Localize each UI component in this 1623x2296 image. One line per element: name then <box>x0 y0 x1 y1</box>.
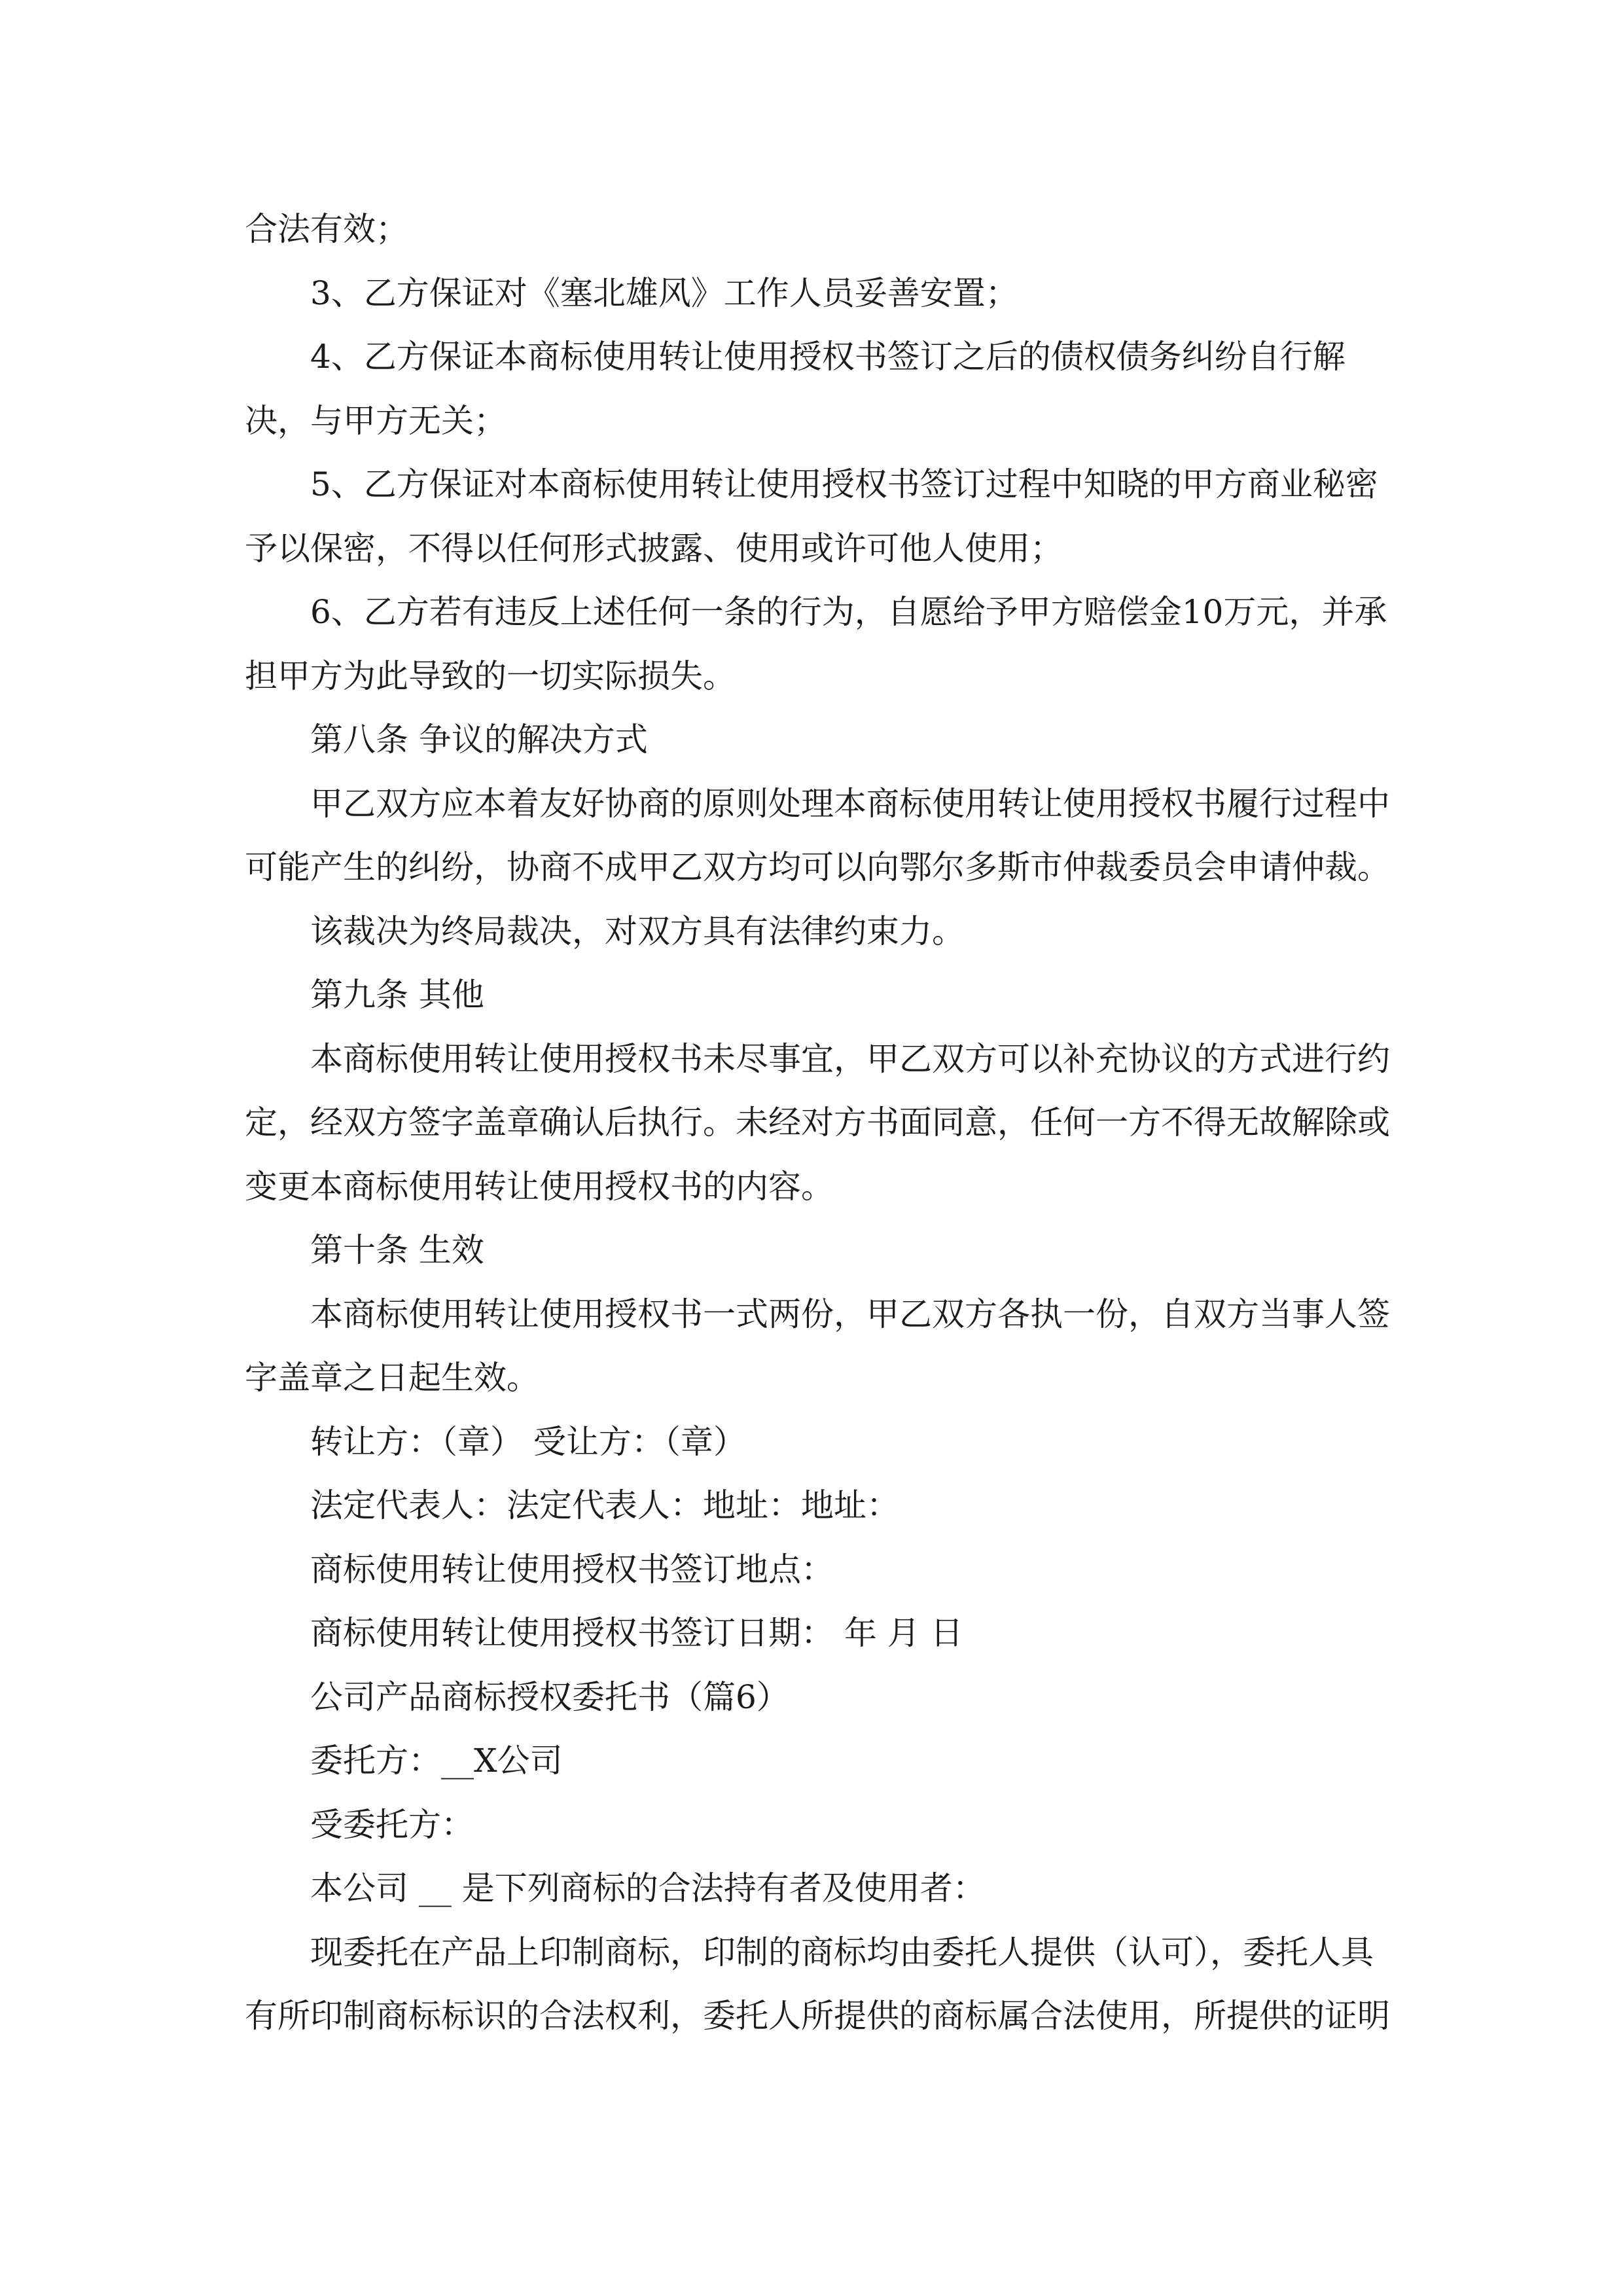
signature-line: 转让方：（章） 受让方：（章） <box>310 1422 746 1461</box>
paragraph: 现委托在产品上印制商标，印制的商标均由委托人提供（认可），委托人具有所印制商标标识的合法权利，委托人所提供的商标属合法使用，所提供的证明 <box>245 1933 1390 2035</box>
paragraph: 受委托方： <box>310 1805 474 1844</box>
paragraph: 合法有效； <box>245 210 408 248</box>
document-subtitle: 公司产品商标授权委托书（篇6） <box>310 1677 789 1716</box>
paragraph: 4、乙方保证本商标使用转让使用授权书签订之后的债权债务纠纷自行解决，与甲方无关； <box>245 338 1346 440</box>
signing-date: 商标使用转让使用授权书签订日期： 年 月 日 <box>310 1614 963 1652</box>
paragraph: 甲乙双方应本着友好协商的原则处理本商标使用转让使用授权书履行过程中可能产生的纠纷，协商不成甲乙双方均可以向鄂尔多斯市仲裁委员会申请仲裁。 <box>245 784 1390 886</box>
paragraph: 本商标使用转让使用授权书一式两份，甲乙双方各执一份，自双方当事人签字盖章之日起生效。 <box>245 1295 1390 1397</box>
paragraph: 5、乙方保证对本商标使用转让使用授权书签订过程中知晓的甲方商业秘密予以保密，不得以任何形式披露、使用或许可他人使用； <box>245 465 1378 567</box>
signature-line: 法定代表人：法定代表人：地址：地址： <box>310 1486 899 1524</box>
paragraph: 本商标使用转让使用授权书未尽事宜，甲乙双方可以补充协议的方式进行约定，经双方签字盖章确认后执行。未经对方书面同意，任何一方不得无故解除或变更本商标使用转让使用授权书的内容。 <box>245 1039 1390 1206</box>
section-heading: 第九条 其他 <box>310 976 484 1014</box>
paragraph: 该裁决为终局裁决，对双方具有法律约束力。 <box>310 912 965 950</box>
paragraph: 委托方：__X公司 <box>310 1742 563 1780</box>
document-body <box>245 198 1390 2049</box>
paragraph: 6、乙方若有违反上述任何一条的行为，自愿给予甲方赔偿金10万元，并承担甲方为此导致的一切实际损失。 <box>245 593 1387 695</box>
paragraph: 3、乙方保证对《塞北雄风》工作人员妥善安置； <box>310 274 1018 312</box>
section-heading: 第十条 生效 <box>310 1231 484 1269</box>
signing-place: 商标使用转让使用授权书签订地点： <box>310 1550 834 1588</box>
paragraph: 本公司 __ 是下列商标的合法持有者及使用者： <box>310 1869 986 1907</box>
section-heading: 第八条 争议的解决方式 <box>310 721 648 759</box>
